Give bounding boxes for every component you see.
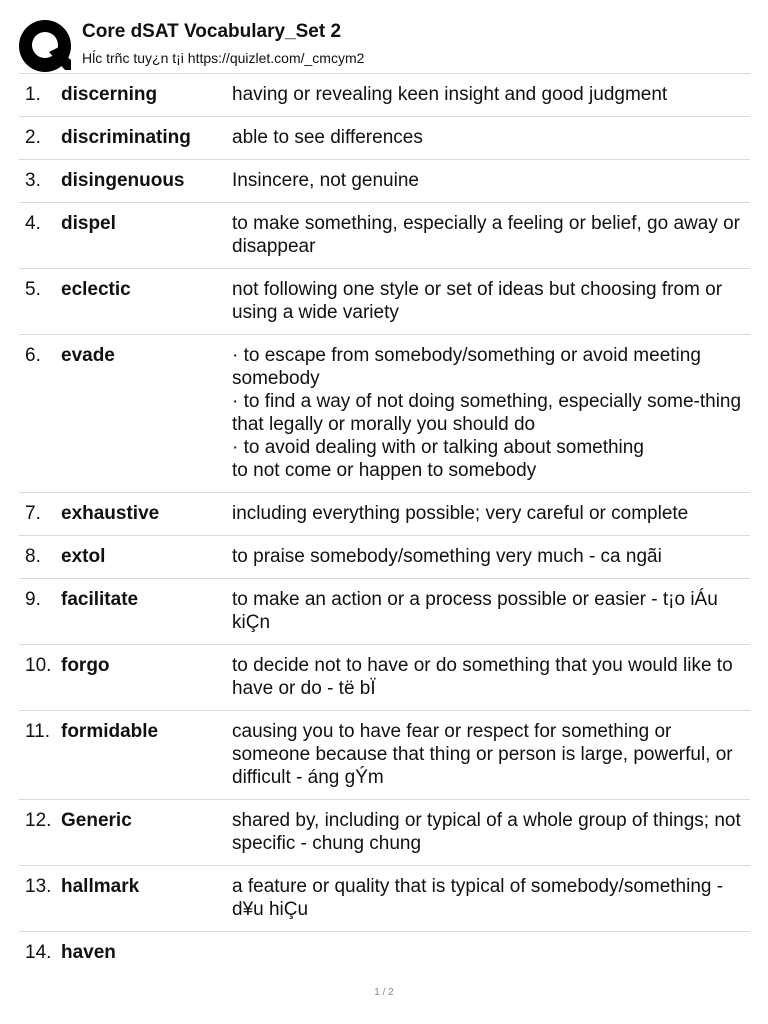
vocab-row (19, 536, 750, 579)
vocab-definition (232, 654, 750, 700)
vocab-definition (232, 344, 750, 482)
row-number: 12. (25, 810, 52, 831)
vocab-term: haven (61, 942, 116, 963)
row-number: 1. (25, 84, 41, 105)
vocab-definition (232, 169, 750, 192)
definition-line: · to find a way of not doing something, especially some-thing that legally or morally you should do (232, 391, 742, 435)
vocab-definition (232, 720, 750, 789)
vocab-definition (232, 545, 750, 568)
vocab-row (19, 335, 750, 493)
vocab-definition (232, 278, 750, 324)
vocab-row (19, 160, 750, 203)
vocab-row (19, 74, 750, 117)
row-number: 7. (25, 503, 41, 524)
document-title: Core dSAT Vocabulary_Set 2 (82, 21, 342, 42)
vocab-definition (232, 875, 750, 921)
definition-line: · to avoid dealing with or talking about something (232, 437, 644, 458)
row-number: 4. (25, 213, 41, 234)
vocab-term: Generic (61, 810, 132, 831)
vocab-definition (232, 502, 750, 525)
row-number: 13. (25, 876, 52, 897)
row-number: 14. (25, 942, 52, 963)
definition-line: able to see differences (232, 127, 423, 148)
row-number: 2. (25, 127, 41, 148)
row-number: 10. (25, 655, 52, 676)
row-number: 5. (25, 279, 41, 300)
vocab-row (19, 493, 750, 536)
row-number: 6. (25, 345, 41, 366)
vocab-term: evade (61, 345, 115, 366)
vocab-term: dispel (61, 213, 116, 234)
definition-line: · to escape from somebody/something or avoid meeting somebody (232, 345, 701, 389)
definition-line: to make an action or a process possible or easier - t¡o iÁu kiÇn (232, 589, 718, 633)
vocab-row (19, 866, 750, 932)
vocab-definition (232, 809, 750, 855)
vocab-term: discerning (61, 84, 158, 105)
vocab-row (19, 800, 750, 866)
vocab-row (19, 203, 750, 269)
vocab-term: exhaustive (61, 503, 160, 524)
row-number: 9. (25, 589, 41, 610)
definition-line: to not come or happen to somebody (232, 460, 537, 481)
vocab-row (19, 932, 750, 974)
vocab-definition (232, 126, 750, 149)
definition-line: including everything possible; very careful or complete (232, 503, 689, 524)
definition-line: a feature or quality that is typical of somebody/something - d¥u hiÇu (232, 876, 724, 920)
vocab-term: hallmark (61, 876, 140, 897)
definition-line: to make something, especially a feeling or belief, go away or disappear (232, 213, 740, 257)
vocab-definition (232, 588, 750, 634)
page-number: 1 / 2 (374, 987, 394, 998)
quizlet-q-logo-icon (19, 20, 71, 72)
definition-line: having or revealing keen insight and good judgment (232, 84, 668, 105)
definition-line: to decide not to have or do something that you would like to have or do - të bÏ (232, 655, 733, 699)
vocab-definition (232, 83, 750, 106)
definition-line: shared by, including or typical of a whole group of things; not specific - chung chung (232, 810, 741, 854)
document-subtitle: Hĺc trñc tuy¿n t¡i https://quizlet.com/_cmcym2 (82, 50, 365, 66)
vocab-term: forgo (61, 655, 110, 676)
vocab-row (19, 711, 750, 800)
definition-line: causing you to have fear or respect for something or someone because that thing or person is large, powerful, or difficult - áng gÝm (232, 721, 733, 788)
vocab-term: facilitate (61, 589, 139, 610)
document-header (0, 0, 768, 74)
vocab-term: extol (61, 546, 106, 567)
definition-line: Insincere, not genuine (232, 170, 419, 191)
row-number: 3. (25, 170, 41, 191)
vocab-term: disingenuous (61, 170, 185, 191)
vocab-row (19, 117, 750, 160)
vocab-row (19, 269, 750, 335)
vocab-row (19, 579, 750, 645)
vocab-term: formidable (61, 721, 159, 742)
vocab-definition (232, 212, 750, 258)
row-number: 8. (25, 546, 41, 567)
definition-line: to praise somebody/something very much - ca ngãi (232, 546, 662, 567)
definition-line: not following one style or set of ideas but choosing from or using a wide variety (232, 279, 723, 323)
vocab-term: discriminating (61, 127, 191, 148)
vocab-term: eclectic (61, 279, 131, 300)
row-number: 11. (25, 721, 51, 742)
vocabulary-list (19, 73, 750, 974)
vocab-row (19, 645, 750, 711)
